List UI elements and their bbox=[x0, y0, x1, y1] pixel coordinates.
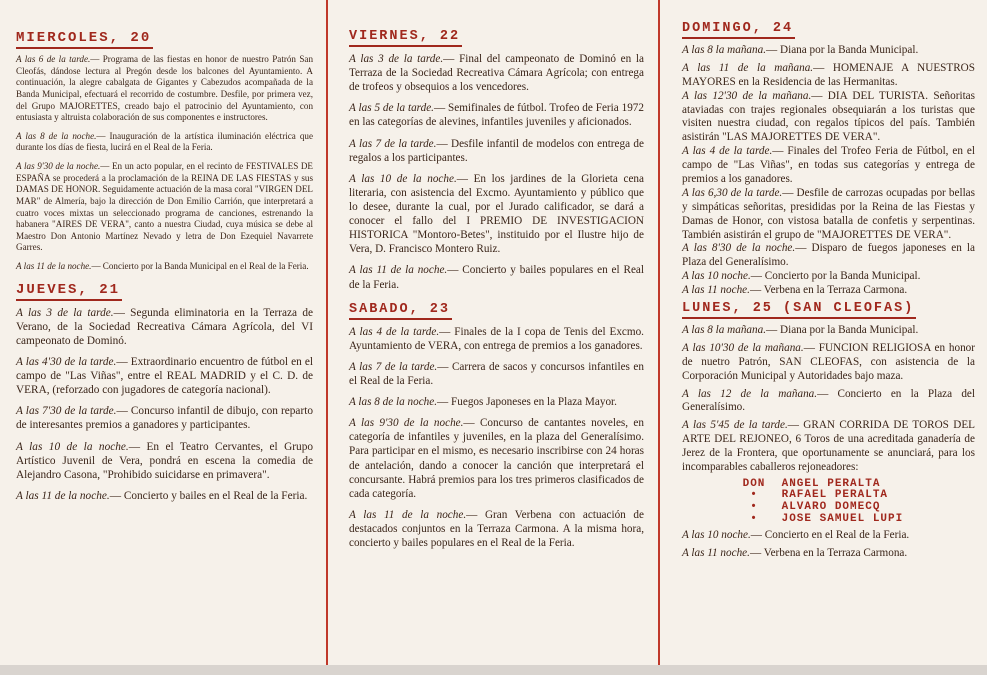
event-text: — Diana por la Banda Municipal. bbox=[766, 44, 919, 56]
event-time: A las 3 de la tarde. bbox=[16, 306, 114, 319]
event-text: — Desfile de carrozas ocupadas por bellas y simpáticas señoritas, presididas por la Reina de las Fiestas y Damas de Honor, con vistosa batalla de confetis y serpentinas. También asistirán el grupo de "MAJORETTES DE VERA". bbox=[682, 186, 975, 241]
event-time: A las 11 noche. bbox=[682, 284, 750, 297]
day-section bbox=[349, 26, 644, 292]
day-heading: DOMINGO, 24 bbox=[682, 21, 795, 39]
event-time: A las 7 de la tarde. bbox=[349, 360, 438, 373]
event-item bbox=[16, 489, 313, 503]
event-text: — Concierto y bailes en el Real de la Feria. bbox=[109, 489, 308, 502]
event-item bbox=[16, 54, 313, 124]
event-item bbox=[682, 547, 975, 561]
event-item bbox=[16, 440, 313, 482]
event-item bbox=[349, 395, 644, 409]
day-section bbox=[349, 299, 644, 551]
event-item bbox=[349, 101, 644, 129]
event-item bbox=[682, 242, 975, 270]
event-time: A las 10 noche. bbox=[682, 529, 751, 542]
event-text: — Concierto por la Banda Municipal en el Real de la Feria. bbox=[91, 261, 309, 271]
event-item bbox=[349, 52, 644, 94]
event-time: A las 4'30 de la tarde. bbox=[16, 355, 117, 368]
event-time: A las 4 de la tarde. bbox=[349, 325, 440, 338]
event-text: — Extraordinario encuentro de fútbol en el campo de "Las Viñas", entre el REAL MADRID y el C. D. de VERA, (reforzado con jugadores de categoría nacional). bbox=[16, 355, 313, 397]
event-item bbox=[349, 416, 644, 501]
event-text: — Concurso de cantantes noveles, en categoría de infantiles y juveniles, en la plaza del Generalísimo. Para participar en el mismo, es necesario inscribirse con 24 horas de antelación, dando a conocer la canción que interpretará el concursante. Habrá premios para los tres primeros clasificados de cada categoría. bbox=[349, 417, 644, 500]
event-text: — DIA DEL TURISTA. Señoritas ataviadas con trajes regionales obsequiarán a los turistas que visiten nuestra ciudad, con regalos típicos del país. También asistirán "LAS MAJORETTES DE VERA". bbox=[682, 89, 976, 144]
event-time: A las 11 de la noche. bbox=[16, 489, 110, 502]
event-time: A las 7'30 de la tarde. bbox=[16, 405, 117, 418]
event-item bbox=[349, 325, 644, 353]
event-item bbox=[16, 261, 313, 273]
column-2 bbox=[329, 0, 658, 665]
event-time: A las 11 de la noche. bbox=[349, 264, 448, 277]
rider-name bbox=[734, 514, 975, 526]
event-item bbox=[682, 284, 975, 298]
event-item bbox=[682, 187, 975, 243]
rider-label: ALVARO DOMECQ bbox=[781, 501, 881, 514]
event-item bbox=[349, 263, 644, 291]
event-time: A las 8 de la noche. bbox=[349, 396, 438, 409]
rider-prefix: DON bbox=[742, 477, 766, 490]
event-text: — Concurso infantil de dibujo, con reparto de interesantes premios a ganadores y participantes. bbox=[16, 405, 313, 432]
event-time: A las 8 la mañana. bbox=[682, 44, 767, 56]
event-time: A las 8'30 de la noche. bbox=[682, 242, 796, 255]
day-heading: JUEVES, 21 bbox=[16, 282, 122, 301]
column-3 bbox=[662, 0, 987, 665]
event-text: — Concierto y bailes populares en el Real de la Feria. bbox=[349, 264, 644, 291]
day-heading: SABADO, 23 bbox=[349, 302, 452, 320]
event-text: — En los jardines de la Glorieta cena literaria, con asistencia del Excmo. Ayuntamiento y público que lo desee, durante la cual, por el Jurado calificador, se dará a conocer el fallo del I PREMIO DE INVESTIGACION HISTORICA "Montoro-Betes", instituido por el Ilustre hijo de Vera, D. Francisco Montero Ruiz. bbox=[349, 172, 644, 256]
event-time: A las 9'30 de la noche. bbox=[16, 161, 101, 171]
event-time: A las 4 de la tarde. bbox=[682, 145, 773, 158]
event-text: — GRAN CORRIDA DE TOROS DEL ARTE DEL REJONEO, 6 Toros de una acreditada ganadería de Jerez de la Frontera, que oportunamente se anunciará, para los incomparables caballeros rejoneadores: bbox=[682, 419, 975, 474]
event-time: A las 5'45 de la tarde. bbox=[682, 419, 788, 432]
event-item bbox=[16, 131, 313, 154]
day-heading: VIERNES, 22 bbox=[349, 29, 462, 47]
event-item bbox=[682, 388, 975, 416]
event-item bbox=[682, 270, 975, 284]
day-section bbox=[16, 280, 313, 503]
event-time: A las 6 de la tarde. bbox=[16, 54, 91, 64]
day-section bbox=[682, 298, 975, 561]
event-time: A las 10'30 de la mañana. bbox=[682, 341, 804, 354]
event-item bbox=[16, 355, 313, 397]
event-time: A las 10 noche. bbox=[682, 270, 751, 283]
event-text: — Segunda eliminatoria en la Terraza de Verano, de la Sociedad Recreativa Cámara Agrícola, del VI campeonato de Dominó. bbox=[16, 306, 313, 347]
event-time: A las 12'30 de la mañana. bbox=[682, 89, 812, 102]
event-item bbox=[349, 172, 644, 257]
event-item bbox=[682, 44, 975, 58]
event-item bbox=[682, 419, 975, 475]
column-1 bbox=[0, 0, 325, 665]
event-time: A las 10 de la noche. bbox=[16, 440, 129, 453]
event-item bbox=[682, 145, 975, 187]
event-text: — Semifinales de fútbol. Trofeo de Feria 1972 en las categorías de alevines, infantiles juveniles y aficionados. bbox=[349, 102, 644, 129]
event-text: — HOMENAJE A NUESTROS MAYORES en la Residencia de las Hermanitas. bbox=[682, 61, 975, 88]
day-section bbox=[16, 28, 313, 273]
event-text: — Finales del Trofeo Feria de Fútbol, en el campo de "Las Viñas", en todas sus categorías y entrega de premios a los ganadores. bbox=[682, 145, 975, 186]
event-item bbox=[682, 62, 975, 90]
event-text: — Gran Verbena con actuación de destacados conjuntos en la Terraza Carmona. A la misma hora, concierto y bailes populares en el Real de la Feria. bbox=[349, 508, 644, 550]
event-time: A las 11 de la noche. bbox=[349, 508, 467, 521]
event-time: A las 8 de la noche. bbox=[16, 130, 97, 141]
event-time: A las 5 de la tarde. bbox=[349, 102, 434, 115]
event-text: — FUNCION RELIGIOSA en honor de nuetro Patrón, SAN CLEOFAS, con asistencia de la Corporación Municipal y Autoridades bajo maza. bbox=[682, 341, 976, 382]
rider-prefix: • bbox=[750, 489, 758, 502]
day-section bbox=[682, 18, 975, 298]
event-item bbox=[16, 306, 313, 348]
event-text: — Concierto en la Plaza del Generalísimo. bbox=[682, 387, 975, 414]
event-time: A las 8 la mañana. bbox=[682, 324, 767, 337]
event-time: A las 12 de la mañana. bbox=[682, 387, 818, 400]
event-text: — Verbena en la Terraza Carmona. bbox=[749, 547, 908, 560]
event-time: A las 9'30 de la noche. bbox=[349, 417, 464, 430]
event-text: — Concierto por la Banda Municipal. bbox=[750, 270, 921, 283]
event-time: A las 7 de la tarde. bbox=[349, 137, 437, 150]
event-item bbox=[682, 324, 975, 338]
event-text: — Inauguración de la artística iluminación eléctrica que durante los días de fiesta, lucirá en el Real de la Feria. bbox=[16, 130, 313, 153]
event-text: — Concierto en el Real de la Feria. bbox=[750, 529, 910, 542]
fold-line-2 bbox=[658, 0, 660, 665]
fold-line-1 bbox=[326, 0, 328, 665]
event-item bbox=[349, 508, 644, 550]
rider-label: ANGEL PERALTA bbox=[781, 477, 881, 490]
rider-label: RAFAEL PERALTA bbox=[781, 489, 889, 502]
event-item bbox=[16, 161, 313, 254]
event-time: A las 3 de la tarde. bbox=[349, 53, 444, 65]
event-text: — Programa de las fiestas en honor de nuestro Patrón San Cleofás, dándose lectura al Pregón desde los balcones del Ayuntamiento. A continuación, la alegre cabalgata de Gigantes y Cabezudos acompañada de la Banda Municipal, efectuará el recorrido de costumbre. Desfile, por primera vez, del Grupo MAJORETTES, creado bajo el patrocinio del Ayuntamiento, con entusiasta y altruista colaboración de sus componentes e instructores. bbox=[16, 54, 313, 123]
event-item bbox=[682, 90, 975, 146]
event-item bbox=[349, 360, 644, 388]
event-item bbox=[682, 529, 975, 543]
bottom-strip bbox=[0, 665, 987, 675]
event-time: A las 11 noche. bbox=[682, 547, 750, 560]
event-text: — Finales de la I copa de Tenis del Excmo. Ayuntamiento de VERA, con entrega de premios a los ganadores. bbox=[349, 325, 644, 352]
event-text: — Diana por la Banda Municipal. bbox=[766, 324, 919, 337]
event-time: A las 11 de la noche. bbox=[16, 261, 92, 271]
event-text: — En un acto popular, en el recinto de FESTIVALES DE ESPAÑA se procederá a la proclamación de la REINA DE LAS FIESTAS y sus DAMAS DE HONOR. Seguidamente actuación de la masa coral "VIRGEN DEL MAR" de Almería, bajo la dirección de Don Emilio Carrión, que interpretará a cuatro voces mixtas un seleccionado programa de canciones, estrenando la habanera "AIRES DE VERA", canto a nuestra Ciudad, cuya música se debe al Maestro Don Antonio Martínez Nevado y letra de Don Ezequiel Navarrete Garres. bbox=[16, 161, 313, 253]
event-time: A las 10 de la noche. bbox=[349, 172, 457, 185]
event-text: — Carrera de sacos y concursos infantiles en el Real de la Feria. bbox=[349, 360, 644, 387]
day-heading: MIERCOLES, 20 bbox=[16, 30, 153, 49]
event-item bbox=[682, 342, 975, 384]
event-text: — Final del campeonato de Dominó en la Terraza de la Sociedad Recreativa Cámara Agrícola; con entrega de trofeos y obsequios a los vencedores. bbox=[349, 53, 645, 94]
event-text: — Desfile infantil de modelos con entrega de regalos a los participantes. bbox=[349, 137, 644, 164]
rider-prefix: • bbox=[750, 512, 758, 525]
day-heading: LUNES, 25 (SAN CLEOFAS) bbox=[682, 301, 916, 319]
event-text: — Verbena en la Terraza Carmona. bbox=[749, 284, 908, 297]
event-item bbox=[16, 404, 313, 432]
event-text: — Fuegos Japoneses en la Plaza Mayor. bbox=[437, 396, 617, 409]
event-time: A las 11 de la mañana. bbox=[682, 61, 814, 74]
event-time: A las 6,30 de la tarde. bbox=[682, 186, 783, 199]
event-text: — En el Teatro Cervantes, el Grupo Artístico Juvenil de Vera, pondrá en escena la comedia de Alejandro Casona, "Prohibido suicidarse en primavera". bbox=[16, 440, 313, 481]
event-item bbox=[349, 137, 644, 165]
event-text: — Disparo de fuegos japoneses en la Plaza del Generalísimo. bbox=[682, 242, 975, 269]
rider-label: JOSE SAMUEL LUPI bbox=[781, 512, 904, 525]
rider-list bbox=[734, 479, 975, 525]
rider-prefix: • bbox=[750, 501, 758, 514]
